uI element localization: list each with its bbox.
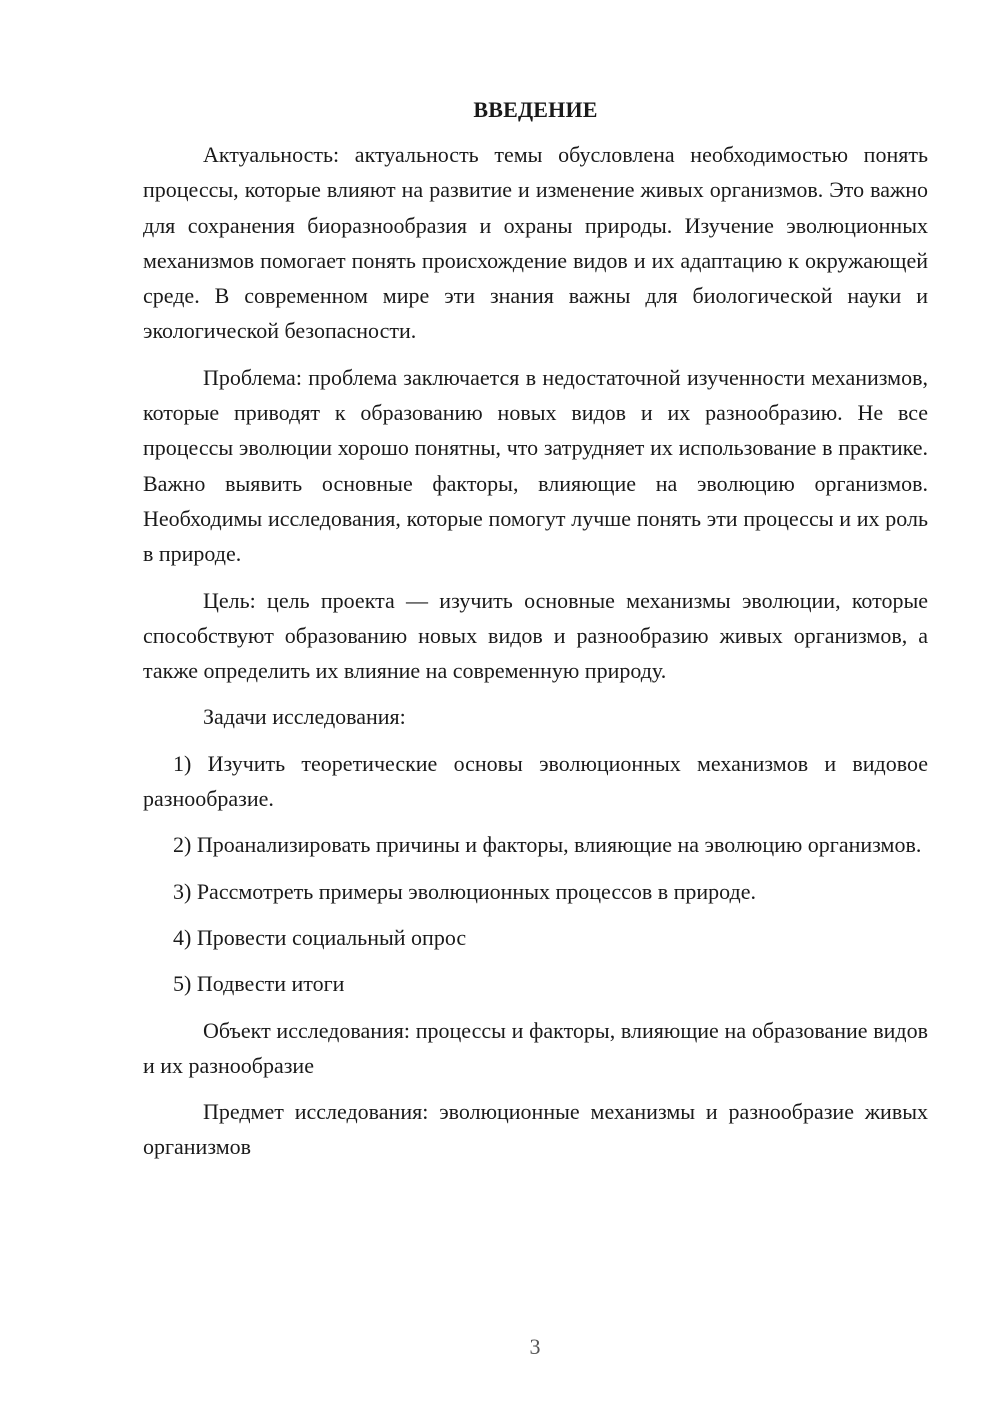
- page-content: [143, 94, 928, 1165]
- object-paragraph: Объект исследования: процессы и факторы, влияющие на образование видов и их разнообразие: [143, 1017, 928, 1078]
- goal-paragraph: Цель: цель проекта — изучить основные механизмы эволюции, которые способствуют образованию новых видов и разнообразию живых организмов, а также определить их влияние на современную природу.: [143, 587, 928, 684]
- page-number: 3: [529, 1334, 541, 1359]
- task-item: 3) Рассмотреть примеры эволюционных процессов в природе.: [173, 878, 757, 904]
- task-item: 2) Проанализировать причины и факторы, влияющие на эволюцию организмов.: [173, 832, 922, 858]
- subject-paragraph: Предмет исследования: эволюционные механизмы и разнообразие живых организмов: [143, 1099, 928, 1160]
- problem-paragraph: Проблема: проблема заключается в недостаточной изученности механизмов, которые приводят к образованию новых видов и их разнообразию. Не все процессы эволюции хорошо понятны, что затрудняет их использование в практике. Важно выявить основные факторы, влияющие на эволюцию организмов. Необходимы исследования, которые помогут лучше понять эти процессы и их роль в природе.: [143, 364, 928, 567]
- relevance-paragraph: Актуальность: актуальность темы обусловлена необходимостью понять процессы, которые влияют на развитие и изменение живых организмов. Это важно для сохранения биоразнообразия и охраны природы. Изучение эволюционных механизмов помогает понять происхождение видов и их адаптацию к окружающей среде. В современном мире эти знания важны для биологической науки и экологической безопасности.: [143, 142, 928, 344]
- section-heading: ВВЕДЕНИЕ: [473, 97, 598, 122]
- tasks-heading: Задачи исследования:: [203, 704, 406, 730]
- task-item: 4) Провести социальный опрос: [173, 924, 467, 950]
- task-item: 1) Изучить теоретические основы эволюционных механизмов и видовое разнообразие.: [143, 750, 928, 812]
- task-item: 5) Подвести итоги: [173, 971, 345, 997]
